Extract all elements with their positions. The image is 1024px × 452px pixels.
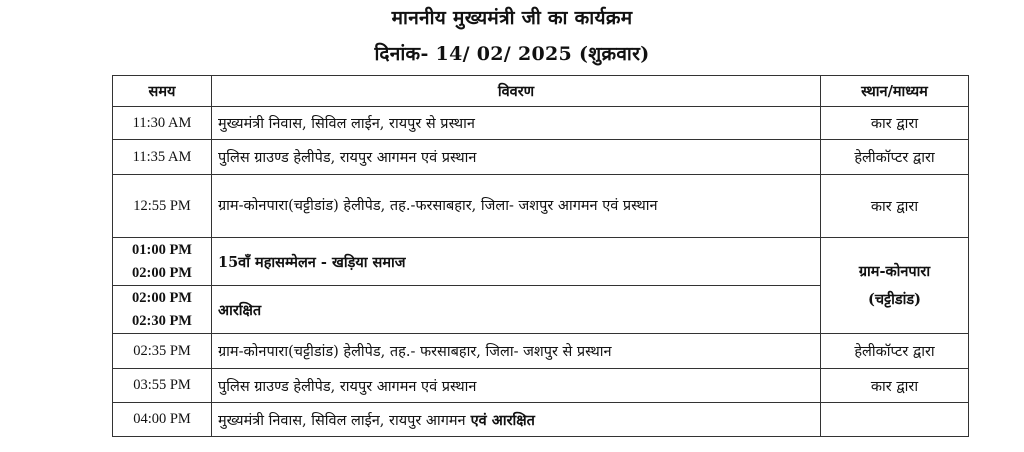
column-header-description: विवरण [212, 76, 821, 107]
row-place: कार द्वारा [821, 369, 969, 403]
column-header-place: स्थान/माध्यम [821, 76, 969, 107]
row-place-venue: ग्राम-कोनपारा (चट्टीडांड) [821, 238, 969, 334]
row-description [212, 403, 821, 437]
row-time-end: 02:00 PM [132, 264, 192, 281]
row-time: 11:35 AM [113, 140, 212, 175]
row-place: हेलीकॉप्टर द्वारा [821, 334, 969, 369]
table-row [113, 175, 969, 238]
row-description-emphasis: एवं आरक्षित [465, 411, 535, 429]
table-row [113, 369, 969, 403]
table-row [113, 107, 969, 140]
column-header-time: समय [113, 76, 212, 107]
row-description: आरक्षित [212, 286, 821, 334]
page-title: माननीय मुख्यमंत्री जी का कार्यक्रम [391, 7, 633, 29]
row-time: 03:55 PM [113, 369, 212, 403]
row-time: 02:35 PM [113, 334, 212, 369]
row-time: 12:55 PM [113, 175, 212, 238]
row-place [821, 403, 969, 437]
table-row [113, 403, 969, 437]
row-description: पुलिस ग्राउण्ड हेलीपेड, रायपुर आगमन एवं प्रस्थान [212, 140, 821, 175]
table-row [113, 334, 969, 369]
table-header-row [113, 76, 969, 107]
row-place: हेलीकॉप्टर द्वारा [821, 140, 969, 175]
row-time-end: 02:30 PM [132, 312, 192, 329]
row-time: 11:30 AM [113, 107, 212, 140]
row-description: ग्राम-कोनपारा(चट्टीडांड) हेलीपेड, तह.-फरसाबहार, जिला- जशपुर आगमन एवं प्रस्थान [212, 175, 821, 238]
date-line: दिनांक- 14/ 02/ 2025 (शुक्रवार) [374, 43, 650, 65]
row-description: पुलिस ग्राउण्ड हेलीपेड, रायपुर आगमन एवं प्रस्थान [212, 369, 821, 403]
table-row [113, 238, 969, 286]
row-description: मुख्यमंत्री निवास, सिविल लाईन, रायपुर से प्रस्थान [212, 107, 821, 140]
schedule-table [112, 75, 969, 437]
row-time-range [113, 238, 212, 286]
table-row [113, 140, 969, 175]
row-time: 04:00 PM [113, 403, 212, 437]
row-time-start: 01:00 PM [132, 241, 192, 258]
row-time-range [113, 286, 212, 334]
row-place: कार द्वारा [821, 107, 969, 140]
row-time-start: 02:00 PM [132, 289, 192, 306]
row-description-text: मुख्यमंत्री निवास, सिविल लाईन, रायपुर आगमन [218, 412, 466, 429]
row-place: कार द्वारा [821, 175, 969, 238]
row-description: 15वाँ महासम्मेलन - खड़िया समाज [212, 238, 821, 286]
row-description: ग्राम-कोनपारा(चट्टीडांड) हेलीपेड, तह.- फरसाबहार, जिला- जशपुर से प्रस्थान [212, 334, 821, 369]
